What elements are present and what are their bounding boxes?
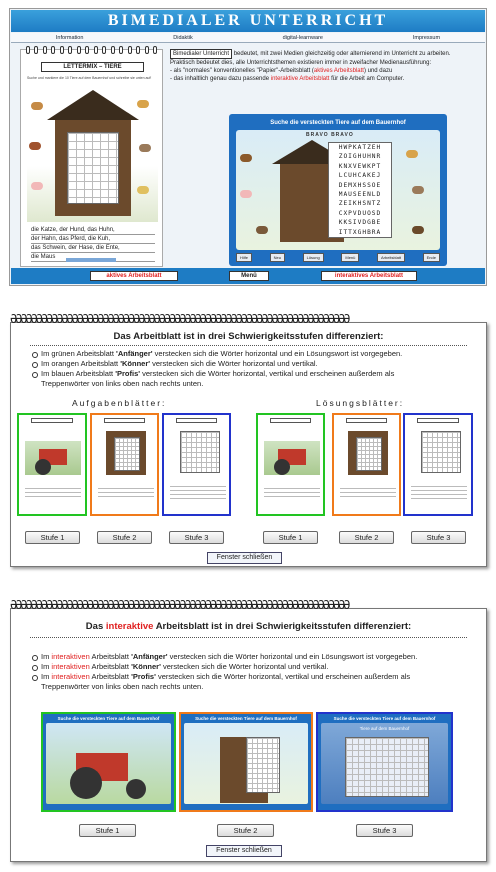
interactive-scene	[236, 130, 440, 250]
bimedial-button[interactable]: Bimedialer Unterricht	[170, 49, 232, 59]
top-navigation	[11, 33, 485, 43]
rabbit-icon	[412, 186, 424, 194]
grid-row[interactable]: ITTXGHBRA	[338, 228, 382, 236]
solution-level2-button[interactable]: Stufe 2	[339, 531, 394, 544]
nav-digital-learnware[interactable]: digital-learnware	[282, 34, 323, 41]
pig-icon	[240, 190, 252, 198]
solution-level1-button[interactable]: Stufe 1	[263, 531, 318, 544]
interactive-level1-button[interactable]: Stufe 1	[79, 824, 136, 837]
close-window-button[interactable]: Fenster schließen	[206, 845, 282, 857]
list-item: Im interaktiven Arbeitsblatt 'Anfänger' verstecken sich die Wörter horizontal und ein Lösungswort ist vorgegeben.	[32, 652, 477, 662]
interactive-thumb-level2[interactable]: Suche die versteckten Tiere auf dem Bauernhof	[179, 712, 313, 812]
link-aktives-arbeitsblatt[interactable]: aktives Arbeitsblatt	[313, 68, 364, 74]
grid-subtitle: Tiere auf dem Bauernhof	[359, 726, 410, 731]
duck-icon	[137, 186, 149, 194]
description-text	[170, 49, 480, 111]
grid-row[interactable]: HWPKATZEH	[338, 144, 382, 151]
interactive-button-bar	[236, 253, 440, 262]
spiral-binding: ƏƏƏƏƏƏƏƏƏƏƏƏƏƏƏƏƏƏƏƏƏƏƏƏƏƏƏƏƏƏƏƏƏƏƏƏƏƏƏƏƏƏƏƏƏƏƏƏƏƏƏƏƏƏƏƏƏƏƏƏƏƏƏƏƏƏ	[10, 598, 349, 612]
nav-impressum[interactable]: Impressum	[412, 34, 441, 41]
interactive-thumb-level1[interactable]: Suche die versteckten Tiere auf dem Bauernhof	[41, 712, 176, 812]
paper-worksheet-levels-panel	[10, 312, 487, 567]
description-line: - das inhaltlich genau dazu passende interaktive Arbeitsblatt für die Arbeit am Computer.	[170, 76, 405, 82]
menu-button[interactable]: Menü	[341, 253, 359, 262]
interaktives-arbeitsblatt-button[interactable]: interaktives Arbeitsblatt	[321, 271, 417, 281]
description-line: bedeutet, mit zwei Medien gleichzeitig oder alternierend im Unterricht zu arbeiten.	[233, 51, 451, 57]
worksheet-title: LETTERMIX – TIERE	[41, 62, 144, 72]
rabbit-icon	[139, 144, 151, 152]
task-level1-button[interactable]: Stufe 1	[25, 531, 80, 544]
solution-thumb-level1[interactable]	[256, 413, 325, 516]
list-item: Im interaktiven Arbeitsblatt 'Könner' verstecken sich die Wörter horizontal und vertikal.	[32, 662, 477, 672]
interactive-level3-button[interactable]: Stufe 3	[356, 824, 413, 837]
grid-row[interactable]: KNXVEWKPT	[338, 162, 382, 170]
list-item: Im interaktiven Arbeitsblatt 'Profis' verstecken sich die Wörter horizontal, vertikal und erscheinen außerdem als Treppenwörter von links oben nach rechts unten.	[32, 672, 477, 692]
nav-information[interactable]: Information	[55, 34, 84, 41]
answer-line: der Hahn, das Pferd, die Kuh,	[31, 235, 155, 244]
tasks-section-title: Aufgabenblätter:	[72, 398, 167, 408]
grid-row[interactable]: LCUHCAKEJ	[338, 172, 382, 180]
tractor-icon	[264, 441, 320, 475]
worksheet-footer-mark	[66, 258, 116, 262]
chicken-icon	[137, 100, 149, 108]
task-level2-button[interactable]: Stufe 2	[97, 531, 152, 544]
bottom-button-bar	[11, 268, 485, 284]
help-button[interactable]: Hilfe	[236, 253, 252, 262]
task-thumb-level2[interactable]	[90, 413, 159, 516]
answer-lines	[31, 226, 155, 262]
worksheet-button[interactable]: Arbeitsblatt	[377, 253, 405, 262]
link-interaktives-arbeitsblatt[interactable]: interaktive Arbeitsblatt	[270, 76, 330, 82]
solution-thumb-level3[interactable]	[403, 413, 473, 516]
interactive-title: Suche die versteckten Tiere auf dem Bauernhof	[270, 120, 406, 126]
tractor-icon	[25, 441, 81, 475]
task-thumb-level1[interactable]	[17, 413, 87, 516]
paper-worksheet-preview[interactable]	[20, 49, 163, 267]
interactive-level2-button[interactable]: Stufe 2	[217, 824, 274, 837]
interactive-thumb-level3[interactable]: Suche die versteckten Tiere auf dem Bauernhof Tiere auf dem Bauernhof	[316, 712, 453, 812]
app-banner-title: BIMEDIALER UNTERRICHT	[11, 10, 485, 32]
bravo-label: BRAVO BRAVO	[306, 132, 354, 138]
interactive-letter-grid[interactable]	[328, 142, 392, 238]
list-item: Im blauen Arbeitsblatt 'Profis' verstecken sich die Wörter horizontal, vertikal und erscheinen außerdem als Treppenwörter von links oben nach rechts unten.	[32, 369, 477, 389]
grid-row[interactable]: ZEIKHSNTZ	[338, 200, 382, 208]
description-line: Praktisch bedeutet dies, alle Unterrichtsthemen existieren immer in zweifacher Medienausführung:	[170, 60, 432, 66]
chicken-icon	[406, 150, 418, 158]
solution-thumb-level2[interactable]	[332, 413, 401, 516]
cat-icon	[31, 102, 43, 110]
nav-didaktik[interactable]: Didaktik	[173, 34, 193, 41]
spiral-binding: ƏƏƏƏƏƏƏƏƏƏƏƏƏƏƏƏƏƏƏƏƏƏƏƏƏƏƏƏƏƏƏƏƏƏƏƏƏƏƏƏƏƏƏƏƏƏƏƏƏƏƏƏƏƏƏƏƏƏƏƏƏƏƏƏƏƏ	[10, 312, 349, 326]
list-item: Im grünen Arbeitsblatt 'Anfänger' verstecken sich die Wörter horizontal und ein Lösungswort ist vorgegeben.	[32, 349, 477, 359]
cow-icon	[240, 154, 252, 162]
solution-button[interactable]: Lösung	[303, 253, 324, 262]
grid-row[interactable]: CXPVDUOSD	[338, 209, 382, 217]
interactive-worksheet-preview[interactable]	[229, 114, 447, 266]
panel-heading: Das Arbeitblatt ist in drei Schwierigkeitsstufen differenziert:	[113, 331, 384, 342]
answer-line: das Schwein, der Hase, die Ente,	[31, 244, 155, 253]
level-description-list	[32, 652, 477, 692]
horse-icon	[412, 226, 424, 234]
close-window-button[interactable]: Fenster schließen	[207, 552, 282, 564]
bimedial-app-window	[9, 8, 487, 286]
grid-row[interactable]: DEMXHSSOE	[338, 181, 382, 189]
grid-row[interactable]: KKSIVDGBE	[338, 219, 382, 227]
panel-heading: Das interaktive Arbeitsblatt ist in drei Schwierigkeitsstufen differenziert:	[85, 621, 412, 632]
barn-illustration	[27, 82, 158, 222]
grid-row[interactable]: ZOIGHUHNR	[338, 153, 382, 161]
interactive-worksheet-levels-panel	[10, 598, 487, 862]
task-thumb-level3[interactable]	[162, 413, 231, 516]
answer-line: die Katze, der Hund, das Huhn,	[31, 226, 155, 235]
task-level3-button[interactable]: Stufe 3	[169, 531, 224, 544]
dog-icon	[256, 226, 268, 234]
new-button[interactable]: Neu	[270, 253, 285, 262]
list-item: Im orangen Arbeitsblatt 'Könner' verstecken sich die Wörter horizontal und vertikal.	[32, 359, 477, 369]
worksheet-instruction: Suche und markiere die 10 Tiere auf dem Bauernhof und schreibe sie unten auf!	[27, 76, 152, 80]
end-button[interactable]: Ende	[423, 253, 440, 262]
menu-bottom-button[interactable]: Menü	[229, 271, 269, 281]
pig-icon	[31, 182, 43, 190]
solutions-section-title: Lösungsblätter:	[316, 398, 405, 408]
level-description-list	[32, 349, 477, 389]
answer-line: die Maus	[31, 253, 155, 262]
letter-grid	[67, 132, 119, 204]
description-line: - als "normales" konventionelles "Papier"-Arbeitsblatt (aktives Arbeitsblatt) und dazu	[170, 68, 393, 74]
spiral-binding	[21, 46, 162, 54]
grid-row[interactable]: MAUSEENLD	[338, 191, 382, 199]
aktives-arbeitsblatt-button[interactable]: aktives Arbeitsblatt	[90, 271, 178, 281]
solution-level3-button[interactable]: Stufe 3	[411, 531, 466, 544]
cow-icon	[29, 142, 41, 150]
